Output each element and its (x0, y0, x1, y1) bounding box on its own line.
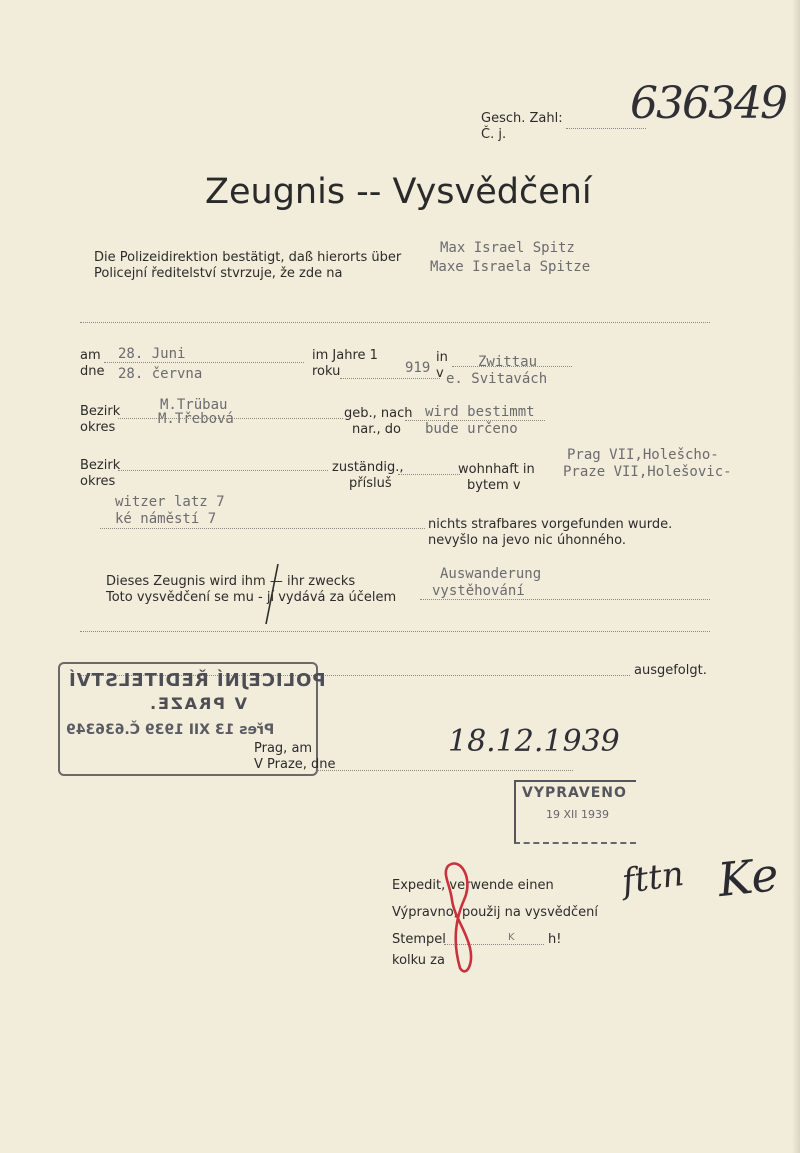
stamp-line-1: POLICEJNÍ ŘEDITELSTVÍ (68, 670, 326, 691)
document-title: Zeugnis -- Vysvědčení (205, 172, 592, 212)
signature-2: Ke (715, 846, 782, 908)
red-pencil-mark (440, 860, 480, 980)
birth-place-de: Zwittau (478, 354, 538, 370)
name-cz: Maxe Israela Spitze (430, 259, 591, 275)
residence-street-cz: ké náměstí 7 (115, 511, 217, 527)
heller-label: h! (548, 932, 562, 947)
zustandig-label: zuständig., (332, 460, 404, 475)
pen-slash-mark (262, 562, 282, 626)
purpose-cz: Toto vysvědčení se mu - jí vydává za účelem (106, 590, 397, 605)
bezirk-label-1: Bezirk (80, 404, 121, 419)
dne-label: dne (80, 364, 105, 379)
dispatch-stamp-date: 19 XII 1939 (546, 808, 610, 821)
district-cz: M.Třebová (158, 411, 234, 427)
geb-value-de: wird bestimmt (425, 404, 535, 420)
nar-label: nar., do (352, 422, 401, 437)
geb-value-cz: bude určeno (425, 421, 518, 437)
kolku-label: kolku za (392, 953, 445, 968)
stempel-label: Stempel (392, 932, 446, 947)
prag-label: Prag, am (254, 741, 313, 756)
birth-year: 919 (405, 360, 431, 376)
okres-label-2: okres (80, 474, 116, 489)
v-label: v (436, 366, 444, 381)
purpose-value-de: Auswanderung (440, 566, 542, 582)
ref-label-de: Gesch. Zahl: (481, 111, 563, 126)
residence-street-de: witzer latz 7 (115, 494, 225, 510)
intro-cz: Policejní ředitelství stvrzuje, že zde na (94, 266, 343, 281)
year-label-cz: roku (312, 364, 341, 379)
expedit-line-2: Výpravno, použij na vysvědčení (392, 905, 599, 920)
wohnhaft-label: wohnhaft in (458, 462, 535, 477)
dispatch-stamp-title: VYPRAVENO (522, 785, 627, 801)
birth-date-cz: 28. června (118, 366, 203, 382)
prislus-label: přísluš (349, 476, 392, 491)
name-de: Max Israel Spitz (440, 240, 575, 256)
birth-date-de: 28. Juni (118, 346, 186, 362)
residence-city-cz: Praze VII,Holešovic- (563, 464, 732, 480)
purpose-de: Dieses Zeugnis wird ihm — ihr zwecks (106, 574, 356, 589)
ref-label-cz: Č. j. (481, 127, 507, 142)
expedit-line-1: Expedit, verwende einen (392, 878, 554, 893)
result-de: nichts strafbares vorgefunden wurde. (428, 517, 673, 532)
issue-date: 18.12.1939 (448, 724, 620, 759)
result-cz: nevyšlo na jevo nic úhonného. (428, 533, 626, 548)
intro-de: Die Polizeidirektion bestätigt, daß hierorts über (94, 250, 402, 265)
stamp-line-2: V PRAZE. (148, 694, 247, 713)
geb-label: geb., nach (344, 406, 413, 421)
currency-k: K (508, 932, 515, 943)
residence-city-de: Prag VII,Holešcho- (567, 447, 719, 463)
reference-number: 636349 (630, 78, 786, 129)
year-label-de: im Jahre 1 (312, 348, 378, 363)
birth-place-cz: e. Svitavách (446, 371, 548, 387)
purpose-value-cz: vystěhování (432, 583, 525, 599)
dispatch-stamp (514, 780, 636, 844)
signature-1: fttn (619, 853, 687, 903)
praze-label: V Praze, dne (254, 757, 336, 772)
bezirk-label-2: Bezirk (80, 458, 121, 473)
stamp-line-3: Přes 13 XII 1939 Č.636349 (66, 722, 275, 738)
in-label: in (436, 350, 448, 365)
bytem-label: bytem v (467, 478, 521, 493)
am-label: am (80, 348, 101, 363)
okres-label-1: okres (80, 420, 116, 435)
district-de: M.Trübau (160, 397, 228, 413)
ausgefolgt-label: ausgefolgt. (634, 663, 707, 678)
